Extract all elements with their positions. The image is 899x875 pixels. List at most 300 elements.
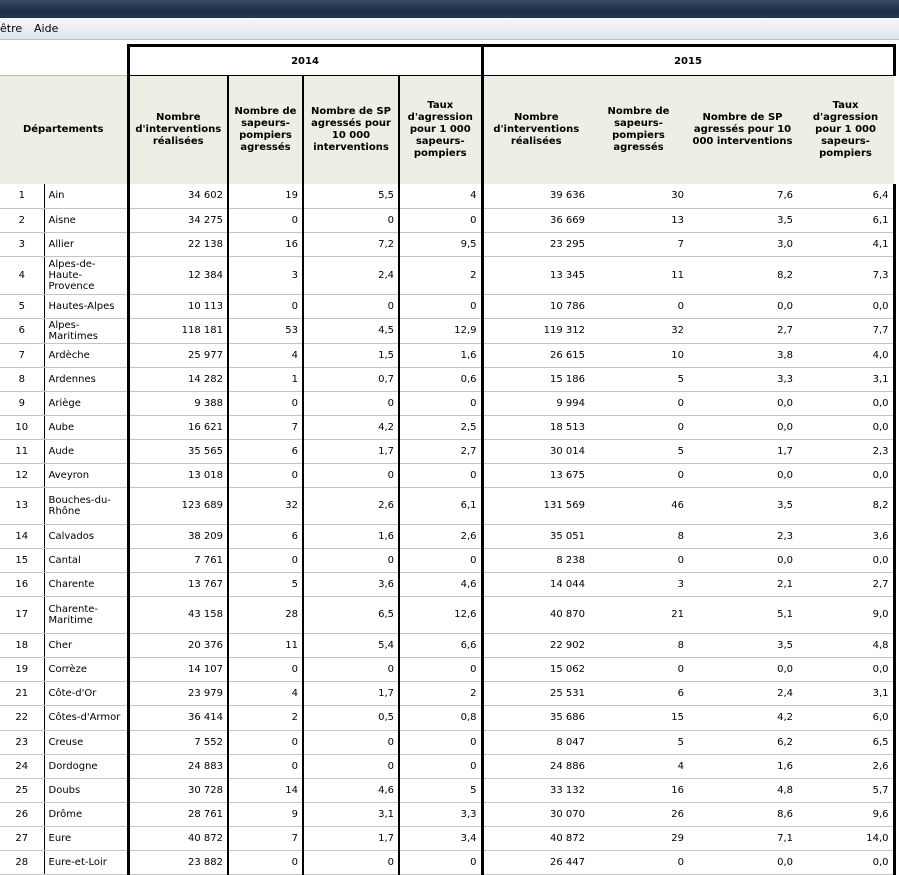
agresses-2014: 0: [228, 657, 303, 681]
sp-10000-2015: 0,0: [688, 294, 797, 318]
taux-2015: 6,5: [797, 730, 894, 754]
taux-2014: 2: [399, 681, 482, 705]
year-header-spacer: [0, 46, 128, 76]
sp-10000-2014: 0: [303, 657, 399, 681]
header-departements: Départements: [0, 76, 128, 185]
interventions-2014: 123 689: [128, 487, 228, 524]
interventions-2015: 40 872: [482, 826, 589, 850]
sp-10000-2015: 0,0: [688, 415, 797, 439]
dept-number: 2: [0, 208, 44, 232]
taux-2015: 9,0: [797, 596, 894, 633]
taux-2015: 6,1: [797, 208, 894, 232]
sp-10000-2014: 4,6: [303, 778, 399, 802]
sp-10000-2015: 7,6: [688, 184, 797, 208]
menu-bar: [0, 18, 899, 40]
taux-2015: 0,0: [797, 391, 894, 415]
agresses-2015: 16: [589, 778, 688, 802]
table-row: [0, 415, 894, 439]
interventions-2014: 22 138: [128, 232, 228, 256]
agresses-2014: 7: [228, 415, 303, 439]
dept-number: 5: [0, 294, 44, 318]
agresses-2015: 26: [589, 802, 688, 826]
interventions-2014: 13 018: [128, 463, 228, 487]
dept-number: 9: [0, 391, 44, 415]
dept-name: Côtes-d'Armor: [44, 705, 128, 730]
header-taux-2014: Taux d'agression pour 1 000 sapeurs-pompiers: [399, 76, 482, 185]
dept-name: Ariège: [44, 391, 128, 415]
interventions-2015: 8 238: [482, 548, 589, 572]
taux-2014: 2: [399, 256, 482, 294]
dept-number: 17: [0, 596, 44, 633]
agresses-2014: 0: [228, 730, 303, 754]
sp-10000-2015: 3,0: [688, 232, 797, 256]
sp-10000-2015: 0,0: [688, 850, 797, 874]
taux-2014: 0: [399, 463, 482, 487]
sp-10000-2015: 0,0: [688, 657, 797, 681]
interventions-2014: 12 384: [128, 256, 228, 294]
taux-2014: 0: [399, 208, 482, 232]
sp-10000-2015: 0,0: [688, 463, 797, 487]
taux-2014: 0: [399, 548, 482, 572]
agresses-2015: 0: [589, 657, 688, 681]
sp-10000-2014: 0: [303, 850, 399, 874]
dept-number: 25: [0, 778, 44, 802]
sp-10000-2015: 3,5: [688, 208, 797, 232]
sp-10000-2015: 7,1: [688, 826, 797, 850]
agresses-2015: 29: [589, 826, 688, 850]
agresses-2014: 32: [228, 487, 303, 524]
dept-number: 7: [0, 343, 44, 367]
dept-number: 16: [0, 572, 44, 596]
dept-number: 12: [0, 463, 44, 487]
interventions-2015: 13 345: [482, 256, 589, 294]
table-row: [0, 318, 894, 343]
taux-2014: 4,6: [399, 572, 482, 596]
table-row: [0, 826, 894, 850]
taux-2015: 4,1: [797, 232, 894, 256]
dept-name: Ardèche: [44, 343, 128, 367]
interventions-2014: 34 602: [128, 184, 228, 208]
dept-name: Ardennes: [44, 367, 128, 391]
agresses-2015: 0: [589, 415, 688, 439]
taux-2014: 9,5: [399, 232, 482, 256]
interventions-2014: 14 107: [128, 657, 228, 681]
taux-2015: 3,1: [797, 681, 894, 705]
taux-2015: 0,0: [797, 415, 894, 439]
taux-2014: 1,6: [399, 343, 482, 367]
interventions-2014: 35 565: [128, 439, 228, 463]
interventions-2014: 14 282: [128, 367, 228, 391]
taux-2015: 7,7: [797, 318, 894, 343]
agresses-2014: 11: [228, 633, 303, 657]
header-taux-2015: Taux d'agression pour 1 000 sapeurs-pompiers: [797, 76, 894, 185]
sp-10000-2015: 0,0: [688, 391, 797, 415]
sp-10000-2015: 8,2: [688, 256, 797, 294]
interventions-2014: 28 761: [128, 802, 228, 826]
table-row: [0, 705, 894, 730]
taux-2014: 6,6: [399, 633, 482, 657]
interventions-2014: 30 728: [128, 778, 228, 802]
table-row: [0, 294, 894, 318]
taux-2015: 14,0: [797, 826, 894, 850]
taux-2015: 2,3: [797, 439, 894, 463]
dept-number: 18: [0, 633, 44, 657]
dept-name: Côte-d'Or: [44, 681, 128, 705]
agresses-2015: 11: [589, 256, 688, 294]
taux-2014: 2,6: [399, 524, 482, 548]
interventions-2014: 7 552: [128, 730, 228, 754]
taux-2015: 5,7: [797, 778, 894, 802]
interventions-2015: 40 870: [482, 596, 589, 633]
sp-10000-2014: 0,5: [303, 705, 399, 730]
interventions-2014: 118 181: [128, 318, 228, 343]
window-titlebar: [0, 0, 899, 18]
agresses-2015: 15: [589, 705, 688, 730]
interventions-2015: 15 186: [482, 367, 589, 391]
interventions-2015: 35 051: [482, 524, 589, 548]
sp-10000-2014: 3,1: [303, 802, 399, 826]
table-row: [0, 850, 894, 874]
table-row: [0, 256, 894, 294]
agresses-2014: 14: [228, 778, 303, 802]
taux-2014: 2,7: [399, 439, 482, 463]
sp-10000-2014: 6,5: [303, 596, 399, 633]
agresses-2014: 28: [228, 596, 303, 633]
agresses-2014: 6: [228, 439, 303, 463]
table-row: [0, 657, 894, 681]
agresses-2015: 21: [589, 596, 688, 633]
sp-10000-2015: 3,5: [688, 633, 797, 657]
agresses-2014: 53: [228, 318, 303, 343]
taux-2015: 6,0: [797, 705, 894, 730]
table-row: [0, 184, 894, 208]
interventions-2014: 25 977: [128, 343, 228, 367]
sp-10000-2014: 1,6: [303, 524, 399, 548]
agresses-2015: 3: [589, 572, 688, 596]
dept-number: 4: [0, 256, 44, 294]
table-row: [0, 778, 894, 802]
table-row: [0, 681, 894, 705]
sp-10000-2015: 3,5: [688, 487, 797, 524]
dept-name: Dordogne: [44, 754, 128, 778]
sp-10000-2015: 2,3: [688, 524, 797, 548]
sp-10000-2015: 3,3: [688, 367, 797, 391]
sp-10000-2014: 2,4: [303, 256, 399, 294]
sp-10000-2014: 0: [303, 548, 399, 572]
agresses-2015: 0: [589, 850, 688, 874]
dept-name: Doubs: [44, 778, 128, 802]
interventions-2014: 43 158: [128, 596, 228, 633]
dept-name: Calvados: [44, 524, 128, 548]
dept-name: Alpes-de-Haute-Provence: [44, 256, 128, 294]
sp-10000-2015: 1,6: [688, 754, 797, 778]
taux-2014: 12,6: [399, 596, 482, 633]
taux-2015: 0,0: [797, 657, 894, 681]
agresses-2015: 0: [589, 463, 688, 487]
sp-10000-2014: 5,4: [303, 633, 399, 657]
agresses-2015: 30: [589, 184, 688, 208]
dept-name: Bouches-du-Rhône: [44, 487, 128, 524]
sp-10000-2014: 0,7: [303, 367, 399, 391]
header-sp-10000-2014: Nombre de SP agressés pour 10 000 interventions: [303, 76, 399, 185]
interventions-2015: 26 615: [482, 343, 589, 367]
sp-10000-2015: 0,0: [688, 548, 797, 572]
dept-number: 19: [0, 657, 44, 681]
agresses-2014: 7: [228, 826, 303, 850]
interventions-2014: 20 376: [128, 633, 228, 657]
agresses-2014: 0: [228, 754, 303, 778]
dept-number: 8: [0, 367, 44, 391]
taux-2015: 6,4: [797, 184, 894, 208]
dept-number: 6: [0, 318, 44, 343]
interventions-2015: 39 636: [482, 184, 589, 208]
taux-2015: 9,6: [797, 802, 894, 826]
taux-2014: 0: [399, 730, 482, 754]
sp-10000-2015: 4,8: [688, 778, 797, 802]
agresses-2014: 19: [228, 184, 303, 208]
year-header-2015: 2015: [482, 46, 894, 76]
taux-2015: 0,0: [797, 850, 894, 874]
agresses-2015: 8: [589, 633, 688, 657]
dept-number: 21: [0, 681, 44, 705]
taux-2015: 2,6: [797, 754, 894, 778]
dept-number: 28: [0, 850, 44, 874]
taux-2014: 0: [399, 657, 482, 681]
interventions-2015: 23 295: [482, 232, 589, 256]
agresses-2014: 2: [228, 705, 303, 730]
agresses-2014: 9: [228, 802, 303, 826]
table-row: [0, 487, 894, 524]
interventions-2014: 23 979: [128, 681, 228, 705]
agresses-2015: 4: [589, 754, 688, 778]
agresses-2015: 5: [589, 367, 688, 391]
taux-2015: 8,2: [797, 487, 894, 524]
agresses-2014: 16: [228, 232, 303, 256]
taux-2014: 0,8: [399, 705, 482, 730]
dept-number: 3: [0, 232, 44, 256]
table-row: [0, 439, 894, 463]
sp-10000-2014: 0: [303, 294, 399, 318]
sp-10000-2014: 0: [303, 754, 399, 778]
dept-name: Aube: [44, 415, 128, 439]
sp-10000-2014: 1,7: [303, 826, 399, 850]
interventions-2015: 35 686: [482, 705, 589, 730]
sp-10000-2014: 0: [303, 463, 399, 487]
dept-name: Corrèze: [44, 657, 128, 681]
taux-2014: 0: [399, 754, 482, 778]
agresses-2015: 13: [589, 208, 688, 232]
sp-10000-2015: 5,1: [688, 596, 797, 633]
sp-10000-2015: 8,6: [688, 802, 797, 826]
agresses-2015: 8: [589, 524, 688, 548]
sp-10000-2014: 0: [303, 391, 399, 415]
sp-10000-2015: 6,2: [688, 730, 797, 754]
agresses-2014: 1: [228, 367, 303, 391]
agresses-2015: 6: [589, 681, 688, 705]
table-row: [0, 524, 894, 548]
interventions-2015: 13 675: [482, 463, 589, 487]
interventions-2014: 10 113: [128, 294, 228, 318]
taux-2015: 3,1: [797, 367, 894, 391]
dept-number: 26: [0, 802, 44, 826]
sp-10000-2014: 0: [303, 208, 399, 232]
interventions-2015: 36 669: [482, 208, 589, 232]
interventions-2014: 24 883: [128, 754, 228, 778]
sp-10000-2015: 2,1: [688, 572, 797, 596]
taux-2014: 3,3: [399, 802, 482, 826]
interventions-2015: 9 994: [482, 391, 589, 415]
agresses-2014: 0: [228, 294, 303, 318]
year-header-2014: 2014: [128, 46, 482, 76]
taux-2015: 3,6: [797, 524, 894, 548]
dept-number: 14: [0, 524, 44, 548]
taux-2014: 6,1: [399, 487, 482, 524]
taux-2014: 0: [399, 850, 482, 874]
interventions-2014: 23 882: [128, 850, 228, 874]
taux-2014: 12,9: [399, 318, 482, 343]
taux-2015: 4,0: [797, 343, 894, 367]
taux-2014: 5: [399, 778, 482, 802]
sp-10000-2014: 1,5: [303, 343, 399, 367]
agresses-2014: 4: [228, 343, 303, 367]
dept-name: Eure-et-Loir: [44, 850, 128, 874]
agresses-2014: 0: [228, 463, 303, 487]
interventions-2015: 14 044: [482, 572, 589, 596]
sp-10000-2014: 3,6: [303, 572, 399, 596]
dept-name: Hautes-Alpes: [44, 294, 128, 318]
table-row: [0, 596, 894, 633]
dept-number: 11: [0, 439, 44, 463]
dept-name: Cher: [44, 633, 128, 657]
data-table-container: [0, 44, 896, 875]
sp-10000-2014: 0: [303, 730, 399, 754]
taux-2014: 4: [399, 184, 482, 208]
interventions-2015: 30 014: [482, 439, 589, 463]
dept-name: Eure: [44, 826, 128, 850]
agresses-2014: 5: [228, 572, 303, 596]
table-row: [0, 232, 894, 256]
agresses-2015: 46: [589, 487, 688, 524]
taux-2015: 2,7: [797, 572, 894, 596]
dept-number: 23: [0, 730, 44, 754]
taux-2014: 2,5: [399, 415, 482, 439]
interventions-2015: 30 070: [482, 802, 589, 826]
interventions-2014: 40 872: [128, 826, 228, 850]
table-row: [0, 208, 894, 232]
sp-10000-2014: 1,7: [303, 439, 399, 463]
dept-number: 15: [0, 548, 44, 572]
dept-name: Aveyron: [44, 463, 128, 487]
interventions-2015: 26 447: [482, 850, 589, 874]
interventions-2015: 8 047: [482, 730, 589, 754]
header-interventions-2015: Nombre d'interventions réalisées: [482, 76, 589, 185]
dept-number: 10: [0, 415, 44, 439]
table-row: [0, 802, 894, 826]
header-sp-10000-2015: Nombre de SP agressés pour 10 000 interventions: [688, 76, 797, 185]
interventions-2015: 15 062: [482, 657, 589, 681]
table-row: [0, 572, 894, 596]
interventions-2015: 10 786: [482, 294, 589, 318]
agresses-2015: 32: [589, 318, 688, 343]
interventions-2014: 38 209: [128, 524, 228, 548]
sp-10000-2014: 1,7: [303, 681, 399, 705]
sp-10000-2014: 4,2: [303, 415, 399, 439]
taux-2014: 0: [399, 391, 482, 415]
sp-10000-2014: 2,6: [303, 487, 399, 524]
header-agresses-2015: Nombre de sapeurs-pompiers agressés: [589, 76, 688, 185]
agresses-2014: 0: [228, 208, 303, 232]
sp-10000-2015: 2,4: [688, 681, 797, 705]
agresses-2015: 0: [589, 548, 688, 572]
table-row: [0, 343, 894, 367]
header-agresses-2014: Nombre de sapeurs-pompiers agressés: [228, 76, 303, 185]
dept-number: 27: [0, 826, 44, 850]
agresses-2014: 0: [228, 548, 303, 572]
interventions-2015: 119 312: [482, 318, 589, 343]
sp-10000-2014: 7,2: [303, 232, 399, 256]
taux-2015: 0,0: [797, 294, 894, 318]
taux-2015: 7,3: [797, 256, 894, 294]
menu-item-fenetre[interactable]: être: [0, 22, 23, 35]
table-row: [0, 391, 894, 415]
sp-10000-2014: 5,5: [303, 184, 399, 208]
interventions-2014: 34 275: [128, 208, 228, 232]
agresses-2015: 5: [589, 439, 688, 463]
agresses-2015: 7: [589, 232, 688, 256]
taux-2014: 0: [399, 294, 482, 318]
dept-number: 13: [0, 487, 44, 524]
table-row: [0, 754, 894, 778]
dept-name: Charente: [44, 572, 128, 596]
sp-10000-2015: 1,7: [688, 439, 797, 463]
interventions-2015: 25 531: [482, 681, 589, 705]
agresses-2015: 5: [589, 730, 688, 754]
dept-name: Aude: [44, 439, 128, 463]
table-row: [0, 548, 894, 572]
dept-number: 1: [0, 184, 44, 208]
header-interventions-2014: Nombre d'interventions réalisées: [128, 76, 228, 185]
interventions-2015: 22 902: [482, 633, 589, 657]
agresses-2014: 3: [228, 256, 303, 294]
dept-name: Allier: [44, 232, 128, 256]
sp-10000-2015: 2,7: [688, 318, 797, 343]
agresses-2014: 6: [228, 524, 303, 548]
interventions-2015: 18 513: [482, 415, 589, 439]
aggression-table: [0, 44, 896, 875]
menu-item-aide[interactable]: Aide: [34, 22, 59, 35]
table-row: [0, 730, 894, 754]
table-row: [0, 633, 894, 657]
taux-2015: 0,0: [797, 463, 894, 487]
interventions-2014: 7 761: [128, 548, 228, 572]
interventions-2014: 16 621: [128, 415, 228, 439]
interventions-2015: 24 886: [482, 754, 589, 778]
sp-10000-2014: 4,5: [303, 318, 399, 343]
interventions-2015: 131 569: [482, 487, 589, 524]
dept-name: Alpes-Maritimes: [44, 318, 128, 343]
agresses-2015: 0: [589, 294, 688, 318]
table-row: [0, 463, 894, 487]
taux-2015: 4,8: [797, 633, 894, 657]
dept-name: Creuse: [44, 730, 128, 754]
taux-2014: 0,6: [399, 367, 482, 391]
dept-name: Ain: [44, 184, 128, 208]
dept-name: Cantal: [44, 548, 128, 572]
interventions-2014: 13 767: [128, 572, 228, 596]
sp-10000-2015: 4,2: [688, 705, 797, 730]
agresses-2015: 10: [589, 343, 688, 367]
taux-2014: 3,4: [399, 826, 482, 850]
